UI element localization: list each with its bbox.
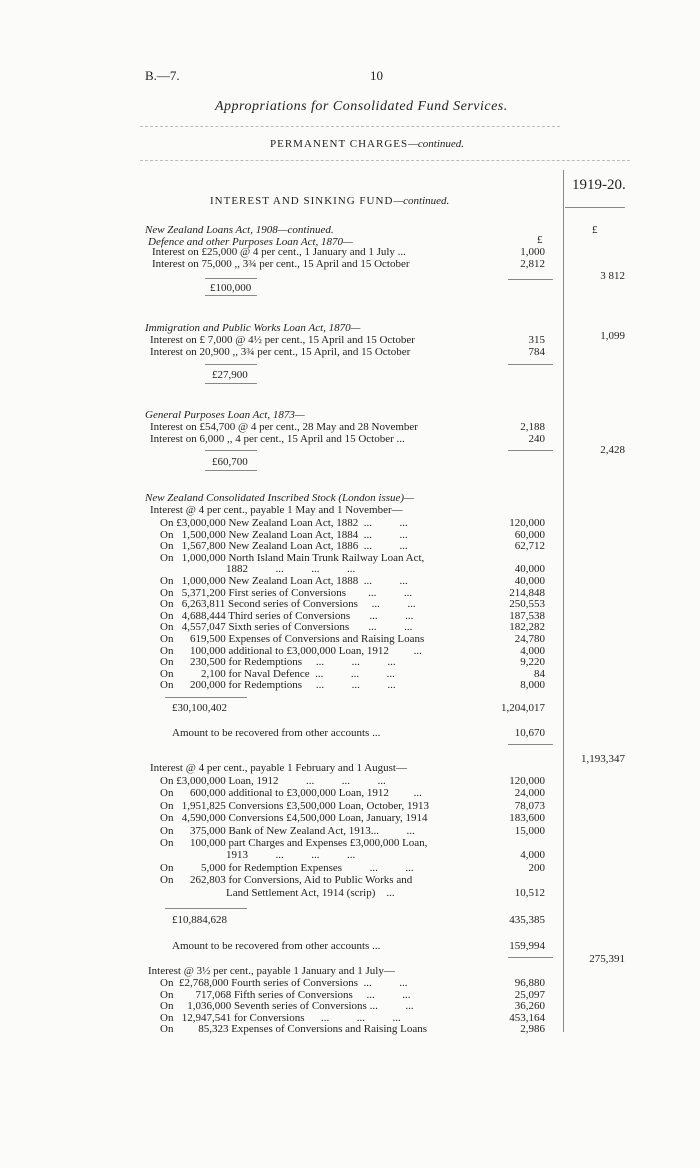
loan-line: On 4,557,047 Sixth series of Conversions ... ... [160,621,413,634]
principal: £30,100,402 [172,702,227,714]
page-title: Appropriations for Consolidated Fund Services. [215,99,508,114]
amount: 62,712 [514,540,545,553]
year-total: 1,099 [600,330,625,342]
loan-line: On 100,000 part Charges and Expenses £3,000,000 Loan, [160,837,428,849]
year-total: 3 812 [600,270,625,282]
section-heading [210,195,449,207]
principal: £10,884,628 [172,914,227,926]
loan-line: On 619,500 Expenses of Conversions and Raising Loans [160,633,425,645]
interest-line: Interest on 75,000 ,, 3¾ per cent., 15 April and 15 October [152,258,410,270]
sum-rule [508,279,553,280]
pound-sign-amount: £ [537,234,543,246]
amount: 15,000 [514,824,545,837]
loan-line: On £3,000,000 Loan, 1912 ... ... ... [160,775,386,787]
amount: 182,282 [509,621,545,634]
amount: 36,260 [514,1000,545,1013]
amount: 10,512 [514,886,545,899]
principal-rule [205,470,257,471]
year-column-rule [563,170,564,1032]
act-heading-immigration: Immigration and Public Works Loan Act, 1870— [145,322,361,334]
amount: 187,538 [509,609,545,622]
subtitle-caps: PERMANENT CHARGES [270,138,409,150]
amount: 4,000 [520,644,545,657]
loan-line: On 4,590,000 Conversions £4,500,000 Loan, January, 1914 [160,812,428,825]
recover-text: Amount to be recovered from other accounts ... [172,940,381,952]
interest-line: Interest on £ 7,000 @ 4½ per cent., 15 April and 15 October [150,334,415,346]
loan-line: On 600,000 additional to £3,000,000 Loan, 1912 ... [160,787,422,800]
amount: 25,097 [514,988,545,1001]
loan-line: On 100,000 additional to £3,000,000 Loan, 1912 ... [160,644,422,657]
amount: 96,880 [514,977,545,989]
loan-line: On 230,500 for Redemptions ... ... ... [160,656,396,669]
stock-heading-london: New Zealand Consolidated Inscribed Stock (London issue)— [145,492,414,504]
amount: 9,220 [520,656,545,669]
amount: 2,812 [520,258,545,270]
loan-line: On 5,371,200 First series of Conversions ... ... [160,586,413,599]
section-caps: INTEREST AND SINKING FUND [210,195,394,207]
loan-line: On 2,100 for Naval Defence ... ... ... [160,667,395,680]
amount: 2,188 [520,421,545,433]
loan-line: On 12,947,541 for Conversions ... ... ... [160,1011,401,1024]
amount: 84 [534,667,545,680]
loan-line: On 1,036,000 Seventh series of Conversions ... ... [160,1000,414,1013]
principal-rule [205,364,257,365]
page-number: 10 [370,68,383,83]
principal-rule [205,383,257,384]
amount: 2,986 [520,1023,545,1036]
principal-rule [165,908,247,909]
recover-amount: 10,670 [514,727,545,739]
amount: 40,000 [514,563,545,576]
amount: 120,000 [509,775,545,787]
subtotal: 435,385 [509,914,545,926]
amount: 120,000 [509,517,545,529]
principal-rule [205,450,257,451]
loan-line: On 1,000,000 North Island Main Trunk Railway Loan Act, [160,551,425,564]
amount: 24,780 [514,633,545,645]
interest-subheading: Interest @ 3½ per cent., payable 1 January and 1 July— [148,965,395,977]
amount: 240 [528,433,545,445]
subtitle-rule [140,160,630,161]
amount: 1,000 [520,246,545,258]
sum-rule [508,364,553,365]
pound-sign-year: £ [592,224,598,236]
amount: 315 [528,334,545,346]
sum-rule [508,450,553,451]
amount: 214,848 [509,586,545,599]
subtitle [270,138,464,150]
section-cont: —continued. [393,195,450,207]
loan-line: On 262,803 for Conversions, Aid to Public Works and [160,874,413,887]
loan-line: On 4,688,444 Third series of Conversions ... ... [160,609,414,622]
amount: 250,553 [509,598,545,611]
header-rule [140,126,560,127]
recover-amount: 159,994 [509,940,545,952]
loan-line: On 717,068 Fifth series of Conversions ... ... [160,988,411,1001]
loan-line: On 1,567,800 New Zealand Loan Act, 1886 ... ... [160,540,408,553]
act-heading-1908: New Zealand Loans Act, 1908—continued. [145,224,334,236]
amount: 8,000 [520,679,545,692]
document-reference: B.—7. [145,68,180,83]
act-heading-1870: Defence and other Purposes Loan Act, 1870— [148,236,353,248]
principal: £27,900 [212,369,248,381]
sum-rule [508,744,553,745]
interest-line: Interest on 6,000 ,, 4 per cent., 15 April and 15 October ... [150,433,405,445]
loan-line: On 6,263,811 Second series of Conversions ... ... [160,598,416,611]
principal-rule [205,295,257,296]
loan-line: On 200,000 for Redemptions ... ... ... [160,679,396,692]
amount: 40,000 [514,575,545,587]
loan-line: On 85,323 Expenses of Conversions and Raising Loans [160,1023,428,1036]
act-heading-general: General Purposes Loan Act, 1873— [145,409,305,421]
amount: 453,164 [509,1011,545,1024]
loan-line: On 1,951,825 Conversions £3,500,000 Loan, October, 1913 [160,799,430,812]
loan-line: On 1,500,000 New Zealand Loan Act, 1884 ... ... [160,528,408,541]
principal: £100,000 [210,282,252,294]
loan-line: On £3,000,000 New Zealand Loan Act, 1882 ... ... [160,517,408,529]
sum-rule [508,957,553,958]
loan-line: On 1,000,000 New Zealand Loan Act, 1888 ... ... [160,575,408,587]
year-total: 275,391 [589,953,625,965]
loan-line: 1882 ... ... ... [160,563,356,576]
loan-line: Land Settlement Act, 1914 (scrip) ... [160,886,395,899]
amount: 200 [528,861,545,874]
interest-subheading: Interest @ 4 per cent., payable 1 February and 1 August— [150,762,407,774]
amount: 24,000 [514,787,545,800]
principal-rule [165,697,247,698]
principal-rule [205,278,257,279]
amount: 784 [528,346,545,358]
loan-line: On £2,768,000 Fourth series of Conversions ... ... [160,977,408,989]
year-total: 2,428 [600,444,625,456]
amount: 78,073 [514,799,545,812]
interest-line: Interest on £54,700 @ 4 per cent., 28 May and 28 November [150,421,418,433]
loan-line: 1913 ... ... ... [160,849,356,862]
principal: £60,700 [212,456,248,468]
interest-line: Interest on £25,000 @ 4 per cent., 1 January and 1 July ... [152,246,406,258]
amount: 60,000 [514,528,545,541]
interest-subheading: Interest @ 4 per cent., payable 1 May and 1 November— [150,504,403,516]
year-total: 1,193,347 [581,753,625,765]
interest-line: Interest on 20,900 ,, 3¾ per cent., 15 April, and 15 October [150,346,411,358]
amount: 4,000 [520,849,545,862]
year-heading: 1919-20. [572,177,626,193]
subtitle-cont: —continued. [408,138,465,150]
amount: 183,600 [509,812,545,825]
loan-line: On 375,000 Bank of New Zealand Act, 1913... ... [160,824,415,837]
year-underline [565,207,625,208]
subtotal: 1,204,017 [501,702,545,714]
loan-line: On 5,000 for Redemption Expenses ... ... [160,861,414,874]
recover-text: Amount to be recovered from other accounts ... [172,727,381,739]
